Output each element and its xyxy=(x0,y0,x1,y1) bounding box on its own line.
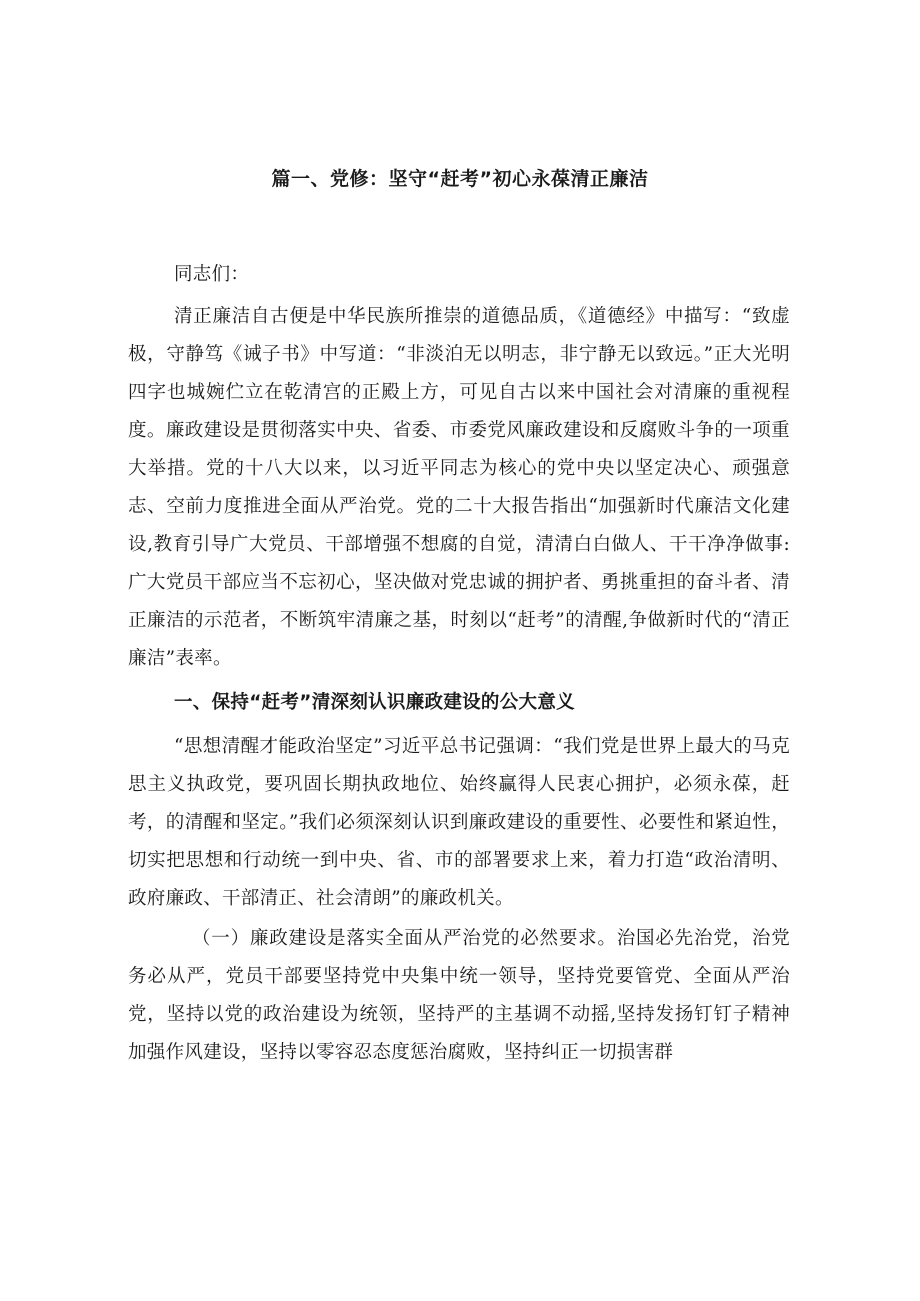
document-title: 篇一、党修：坚守“赶考”初心永葆清正廉洁 xyxy=(271,168,649,190)
section-paragraph: （一）廉政建设是落实全面从严治党的必然要求。治国必先治党，治党务必从严，党员干部要坚持党中央集中统一领导，坚持党要管党、全面从严治党，坚持以党的政治建设为统领，坚持严的主基调不动摇,坚持发扬钉钉子精神加强作风建设，坚持以零容忍态度惩治腐败，坚持纠正一切损害群 xyxy=(128,928,790,1063)
section-heading: 一、保持“赶考”清深刻认识廉政建设的公大意义 xyxy=(174,692,575,713)
document-body xyxy=(128,256,790,1072)
intro-paragraph: 清正廉洁自古便是中华民族所推崇的道德品质，《道德经》中描写：“致虚极，守静笃《诫子书》中写道：“非淡泊无以明志，非宁静无以致远。”正大光明四字也城婉伫立在乾清宫的正殿上方，可见自古以来中国社会对清廉的重视程度。廉政建设是贯彻落实中央、省委、市委党风廉政建设和反腐败斗争的一项重大举措。党的十八大以来，以习近平同志为核心的党中央以坚定决心、顽强意志、空前力度推进全面从严治党。党的二十大报告指出“加强新时代廉洁文化建设,教育引导广大党员、干部增强不想腐的自觉，清清白白做人、干干净净做事:广大党员干部应当不忘初心，坚决做对党忠诚的拥护者、勇挑重担的奋斗者、清正廉洁的示范者，不断筑牢清廉之基，时刻以“赶考”的清醒,争做新时代的“清正廉洁”表率。 xyxy=(128,306,790,669)
greeting: 同志们： xyxy=(174,264,250,285)
section-paragraph: “思想清醒才能政治坚定”习近平总书记强调：“我们党是世界上最大的马克思主义执政党，要巩固长期执政地位、始终赢得人民衷心拥护，必须永葆，赶考，的清醒和坚定。”我们必须深刻认识到廉政建设的重要性、必要性和紧迫性，切实把思想和行动统一到中央、省、市的部署要求上来，着力打造“政治清明、政府廉政、干部清正、社会清朗”的廉政机关。 xyxy=(128,736,790,909)
